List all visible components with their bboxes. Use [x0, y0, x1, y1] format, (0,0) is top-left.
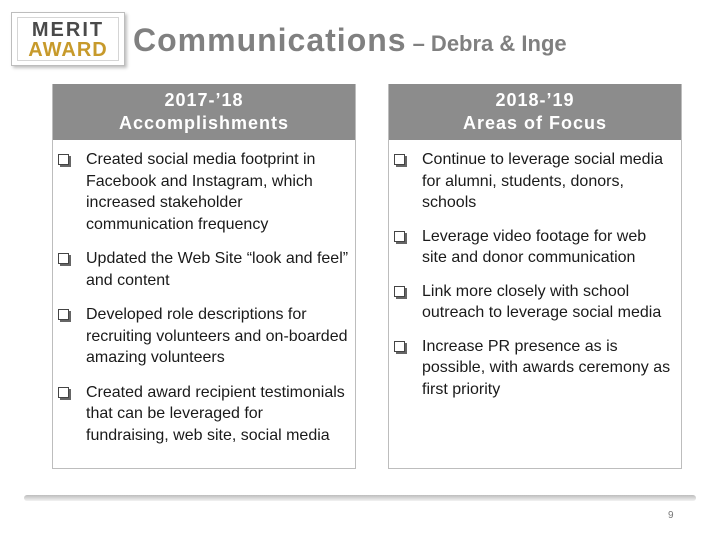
checkbox-bullet-icon	[58, 154, 69, 165]
list-item-text: Continue to leverage social media for alumni, students, donors, schools	[422, 151, 664, 211]
checkbox-bullet-icon	[58, 309, 69, 320]
footer-divider	[24, 495, 696, 501]
checkbox-bullet-icon	[394, 231, 405, 242]
list-item-text: Increase PR presence as is possible, with awards ceremony as first priority	[422, 337, 671, 398]
accomplishments-column	[52, 84, 356, 469]
list-item-text: Updated the Web Site “look and feel” and content	[86, 250, 349, 289]
logo-frame	[17, 17, 119, 61]
title-main: Communications	[133, 22, 407, 58]
list-item	[53, 382, 355, 447]
list-item	[389, 149, 681, 214]
list-item-text: Leverage video footage for web site and donor communication	[422, 227, 647, 266]
list-item	[53, 304, 355, 369]
logo-text-award: AWARD	[28, 39, 108, 61]
list-item-text: Created award recipient testimonials that can be leveraged for fundraising, web site, social media	[86, 383, 345, 444]
checkbox-bullet-icon	[394, 341, 405, 352]
focus-column	[388, 84, 682, 469]
page-number: 9	[668, 510, 674, 521]
list-item-text: Created social media footprint in Facebook and Instagram, which increased stakeholder communication frequency	[86, 151, 316, 233]
list-item	[389, 226, 681, 269]
merit-award-logo	[11, 12, 125, 66]
focus-heading-year: 2018-’19	[495, 90, 575, 110]
page-title	[133, 22, 567, 59]
accomplishments-heading-label: Accomplishments	[118, 113, 290, 133]
focus-heading-label: Areas of Focus	[462, 113, 608, 133]
checkbox-bullet-icon	[394, 286, 405, 297]
list-item	[389, 336, 681, 401]
list-item	[53, 248, 355, 291]
list-item	[389, 281, 681, 324]
title-subtitle: – Debra & Inge	[412, 31, 567, 56]
accomplishments-list	[53, 140, 355, 446]
checkbox-bullet-icon	[394, 154, 405, 165]
list-item-text: Developed role descriptions for recruiting volunteers and on-boarded amazing volunteers	[86, 306, 348, 366]
list-item	[53, 149, 355, 235]
focus-heading	[389, 84, 681, 140]
checkbox-bullet-icon	[58, 253, 69, 264]
accomplishments-heading	[53, 84, 355, 140]
accomplishments-heading-year: 2017-’18	[164, 90, 244, 110]
logo-text-merit: MERIT	[31, 19, 105, 41]
focus-list	[389, 140, 681, 400]
checkbox-bullet-icon	[58, 387, 69, 398]
list-item-text: Link more closely with school outreach to leverage social media	[422, 282, 662, 321]
